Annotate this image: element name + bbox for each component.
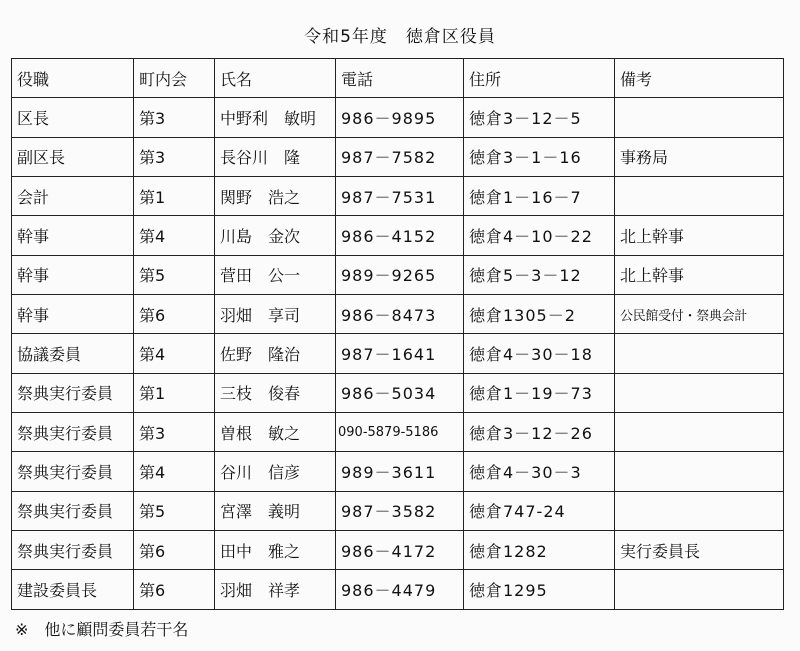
name-cell: 羽畑 祥孝: [215, 570, 336, 610]
role-cell: 区長: [12, 98, 134, 137]
phone-cell: 987－3582: [336, 491, 464, 530]
district-cell: 第6: [134, 570, 215, 610]
footnote: ※ 他に顧問委員若干名: [15, 620, 189, 639]
officers-table-body: [12, 59, 784, 610]
role-cell: 建設委員長: [12, 570, 134, 610]
header-address: 住所: [464, 59, 615, 98]
role-cell: 祭典実行委員: [12, 491, 134, 530]
district-cell: 第5: [134, 255, 215, 294]
table-row: [12, 531, 784, 570]
remarks-cell: [615, 373, 784, 412]
name-cell: 菅田 公一: [215, 255, 336, 294]
name-cell: 中野利 敏明: [215, 98, 336, 137]
header-name: 氏名: [215, 59, 336, 98]
phone-cell: 090-5879-5186: [336, 413, 464, 452]
address-cell: 徳倉5－3－12: [464, 255, 615, 294]
remarks-cell: 北上幹事: [615, 216, 784, 255]
phone-cell: 987－7531: [336, 177, 464, 216]
table-row: [12, 373, 784, 412]
district-cell: 第3: [134, 413, 215, 452]
table-row: [12, 98, 784, 137]
name-cell: 三枝 俊春: [215, 373, 336, 412]
table-row: [12, 334, 784, 373]
remarks-cell: 事務局: [615, 137, 784, 176]
district-cell: 第6: [134, 295, 215, 334]
address-cell: 徳倉1282: [464, 531, 615, 570]
role-cell: 協議委員: [12, 334, 134, 373]
name-cell: 曽根 敏之: [215, 413, 336, 452]
name-cell: 川島 金次: [215, 216, 336, 255]
phone-cell: 986－5034: [336, 373, 464, 412]
address-cell: 徳倉4－30－3: [464, 452, 615, 491]
remarks-cell: [615, 452, 784, 491]
district-cell: 第3: [134, 98, 215, 137]
address-cell: 徳倉3－1－16: [464, 137, 615, 176]
remarks-cell: 公民館受付・祭典会計: [615, 295, 784, 334]
address-cell: 徳倉747-24: [464, 491, 615, 530]
phone-cell: 986－4172: [336, 531, 464, 570]
address-cell: 徳倉4－30－18: [464, 334, 615, 373]
role-cell: 祭典実行委員: [12, 373, 134, 412]
remarks-cell: [615, 570, 784, 610]
table-row: [12, 491, 784, 530]
header-row: [12, 59, 784, 98]
address-cell: 徳倉1305－2: [464, 295, 615, 334]
role-cell: 幹事: [12, 295, 134, 334]
role-cell: 副区長: [12, 137, 134, 176]
address-cell: 徳倉1295: [464, 570, 615, 610]
remarks-cell: [615, 491, 784, 530]
address-cell: 徳倉1－19－73: [464, 373, 615, 412]
name-cell: 長谷川 隆: [215, 137, 336, 176]
remarks-cell: 北上幹事: [615, 255, 784, 294]
document-title: 令和5年度 徳倉区役員: [304, 27, 496, 47]
district-cell: 第4: [134, 216, 215, 255]
name-cell: 谷川 信彦: [215, 452, 336, 491]
phone-cell: 986－4479: [336, 570, 464, 610]
phone-cell: 986－4152: [336, 216, 464, 255]
remarks-cell: [615, 413, 784, 452]
district-cell: 第6: [134, 531, 215, 570]
table-row: [12, 137, 784, 176]
name-cell: 佐野 隆治: [215, 334, 336, 373]
name-cell: 宮澤 義明: [215, 491, 336, 530]
phone-cell: 986－9895: [336, 98, 464, 137]
phone-cell: 987－1641: [336, 334, 464, 373]
district-cell: 第4: [134, 452, 215, 491]
phone-cell: 986－8473: [336, 295, 464, 334]
address-cell: 徳倉3－12－5: [464, 98, 615, 137]
table-row: [12, 413, 784, 452]
name-cell: 関野 浩之: [215, 177, 336, 216]
phone-cell: 987－7582: [336, 137, 464, 176]
role-cell: 祭典実行委員: [12, 531, 134, 570]
header-role: 役職: [12, 59, 134, 98]
district-cell: 第1: [134, 373, 215, 412]
district-cell: 第3: [134, 137, 215, 176]
phone-cell: 989－9265: [336, 255, 464, 294]
remarks-cell: [615, 334, 784, 373]
address-cell: 徳倉1－16－7: [464, 177, 615, 216]
district-cell: 第4: [134, 334, 215, 373]
district-cell: 第1: [134, 177, 215, 216]
remarks-cell: [615, 98, 784, 137]
remarks-cell: [615, 177, 784, 216]
header-phone: 電話: [336, 59, 464, 98]
name-cell: 羽畑 享司: [215, 295, 336, 334]
officers-table: [11, 58, 784, 610]
role-cell: 会計: [12, 177, 134, 216]
role-cell: 幹事: [12, 216, 134, 255]
district-cell: 第5: [134, 491, 215, 530]
role-cell: 幹事: [12, 255, 134, 294]
table-row: [12, 295, 784, 334]
table-row: [12, 452, 784, 491]
table-row: [12, 570, 784, 610]
role-cell: 祭典実行委員: [12, 452, 134, 491]
address-cell: 徳倉3－12－26: [464, 413, 615, 452]
name-cell: 田中 雅之: [215, 531, 336, 570]
header-district: 町内会: [134, 59, 215, 98]
header-remarks: 備考: [615, 59, 784, 98]
remarks-cell: 実行委員長: [615, 531, 784, 570]
table-row: [12, 177, 784, 216]
role-cell: 祭典実行委員: [12, 413, 134, 452]
phone-cell: 989－3611: [336, 452, 464, 491]
table-row: [12, 255, 784, 294]
table-row: [12, 216, 784, 255]
address-cell: 徳倉4－10－22: [464, 216, 615, 255]
